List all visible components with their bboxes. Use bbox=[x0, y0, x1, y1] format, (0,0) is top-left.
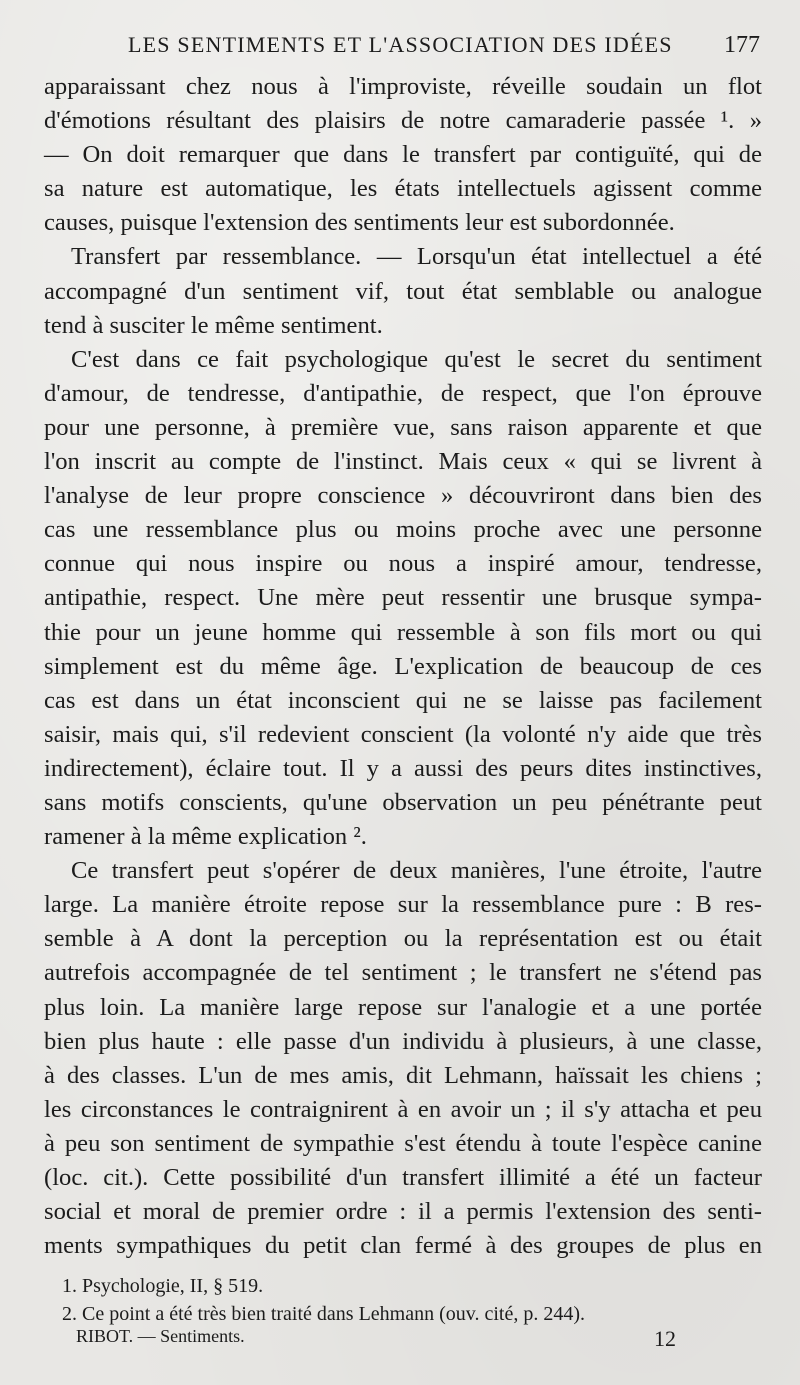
text-line: ramener à la même explication ². bbox=[44, 823, 367, 851]
text-line: apparaissant chez nous à l'improviste, réveille soudain un flot bbox=[44, 73, 762, 100]
text-line: Ce transfert peut s'opérer de deux manières, l'une étroite, l'autre bbox=[71, 857, 762, 885]
signature-text: RIBOT. — Sentiments. bbox=[76, 1326, 245, 1346]
text-line: thie pour un jeune homme qui ressemble à son fils mort ou qui bbox=[44, 618, 762, 646]
text-line: les circonstances le contraignirent à en avoir un ; il s'y attacha et peu bbox=[44, 1095, 762, 1123]
footnotes bbox=[62, 1272, 742, 1328]
text-line: d'amour, de tendresse, d'antipathie, de respect, que l'on éprouve bbox=[44, 379, 762, 407]
text-line: ments sympathiques du petit clan fermé à des groupes de plus en bbox=[44, 1232, 762, 1260]
text-line: antipathie, respect. Une mère peut ressentir une brusque sympa- bbox=[44, 584, 762, 612]
text-line: C'est dans ce fait psychologique qu'est le secret du sentiment bbox=[71, 345, 762, 373]
text-line: tend à susciter le même sentiment. bbox=[44, 311, 383, 339]
text-line: à peu son sentiment de sympathie s'est étendu à toute l'espèce canine bbox=[44, 1129, 762, 1157]
body-text bbox=[44, 70, 762, 1263]
text-line: autrefois accompagnée de tel sentiment ; le transfert ne s'étend pas bbox=[44, 959, 762, 987]
text-line: (loc. cit.). Cette possibilité d'un transfert illimité a été un facteur bbox=[44, 1164, 762, 1191]
text-line: sa nature est automatique, les états intellectuels agissent comme bbox=[44, 175, 762, 203]
text-line: accompagné d'un sentiment vif, tout état semblable ou analogue bbox=[44, 277, 762, 305]
text-line: simplement est du même âge. L'explication de beaucoup de ces bbox=[44, 652, 762, 680]
footnote: 1. Psychologie, II, § 519. bbox=[62, 1275, 264, 1297]
text-line: connue qui nous inspire ou nous a inspiré amour, tendresse, bbox=[44, 550, 762, 578]
printer-signature bbox=[76, 1326, 676, 1352]
text-line: saisir, mais qui, s'il redevient conscient (la volonté n'y aide que très bbox=[44, 720, 762, 748]
page-number: 177 bbox=[724, 32, 760, 58]
text-line: sans motifs conscients, qu'une observation un peu pénétrante peut bbox=[44, 788, 762, 816]
running-header bbox=[128, 32, 760, 64]
signature-number: 12 bbox=[654, 1326, 676, 1351]
section-heading-line: Transfert par ressemblance. — Lorsqu'un état intellectuel a été bbox=[71, 243, 762, 271]
text-line: pour une personne, à première vue, sans raison apparente et que bbox=[44, 413, 762, 441]
text-line: social et moral de premier ordre : il a permis l'extension des senti- bbox=[44, 1198, 762, 1226]
text-line: indirectement), éclaire tout. Il y a aussi des peurs dites instinctives, bbox=[44, 754, 762, 782]
text-line: large. La manière étroite repose sur la ressemblance pure : B res- bbox=[44, 891, 762, 919]
footnote: 2. Ce point a été très bien traité dans Lehmann (ouv. cité, p. 244). bbox=[62, 1303, 585, 1325]
running-title: LES SENTIMENTS ET L'ASSOCIATION DES IDÉES bbox=[128, 32, 673, 57]
text-line: causes, puisque l'extension des sentiments leur est subordonnée. bbox=[44, 209, 675, 237]
text-line: à des classes. L'un de mes amis, dit Lehmann, haïssait les chiens ; bbox=[44, 1061, 762, 1089]
text-line: cas est dans un état inconscient qui ne se laisse pas facilement bbox=[44, 686, 762, 714]
text-line: cas une ressemblance plus ou moins proche avec une personne bbox=[44, 516, 762, 544]
text-line: l'on inscrit au compte de l'instinct. Mais ceux « qui se livrent à bbox=[44, 448, 762, 476]
text-line: bien plus haute : elle passe d'un individu à plusieurs, à une classe, bbox=[44, 1027, 762, 1055]
text-line: plus loin. La manière large repose sur l'analogie et a une portée bbox=[44, 993, 762, 1021]
text-line: l'analyse de leur propre conscience » découvriront dans bien des bbox=[44, 482, 762, 510]
text-line: d'émotions résultant des plaisirs de notre camaraderie passée ¹. » bbox=[44, 107, 762, 135]
text-line: — On doit remarquer que dans le transfert par contiguïté, qui de bbox=[44, 141, 762, 169]
text-line: semble à A dont la perception ou la représentation est ou était bbox=[44, 925, 762, 953]
